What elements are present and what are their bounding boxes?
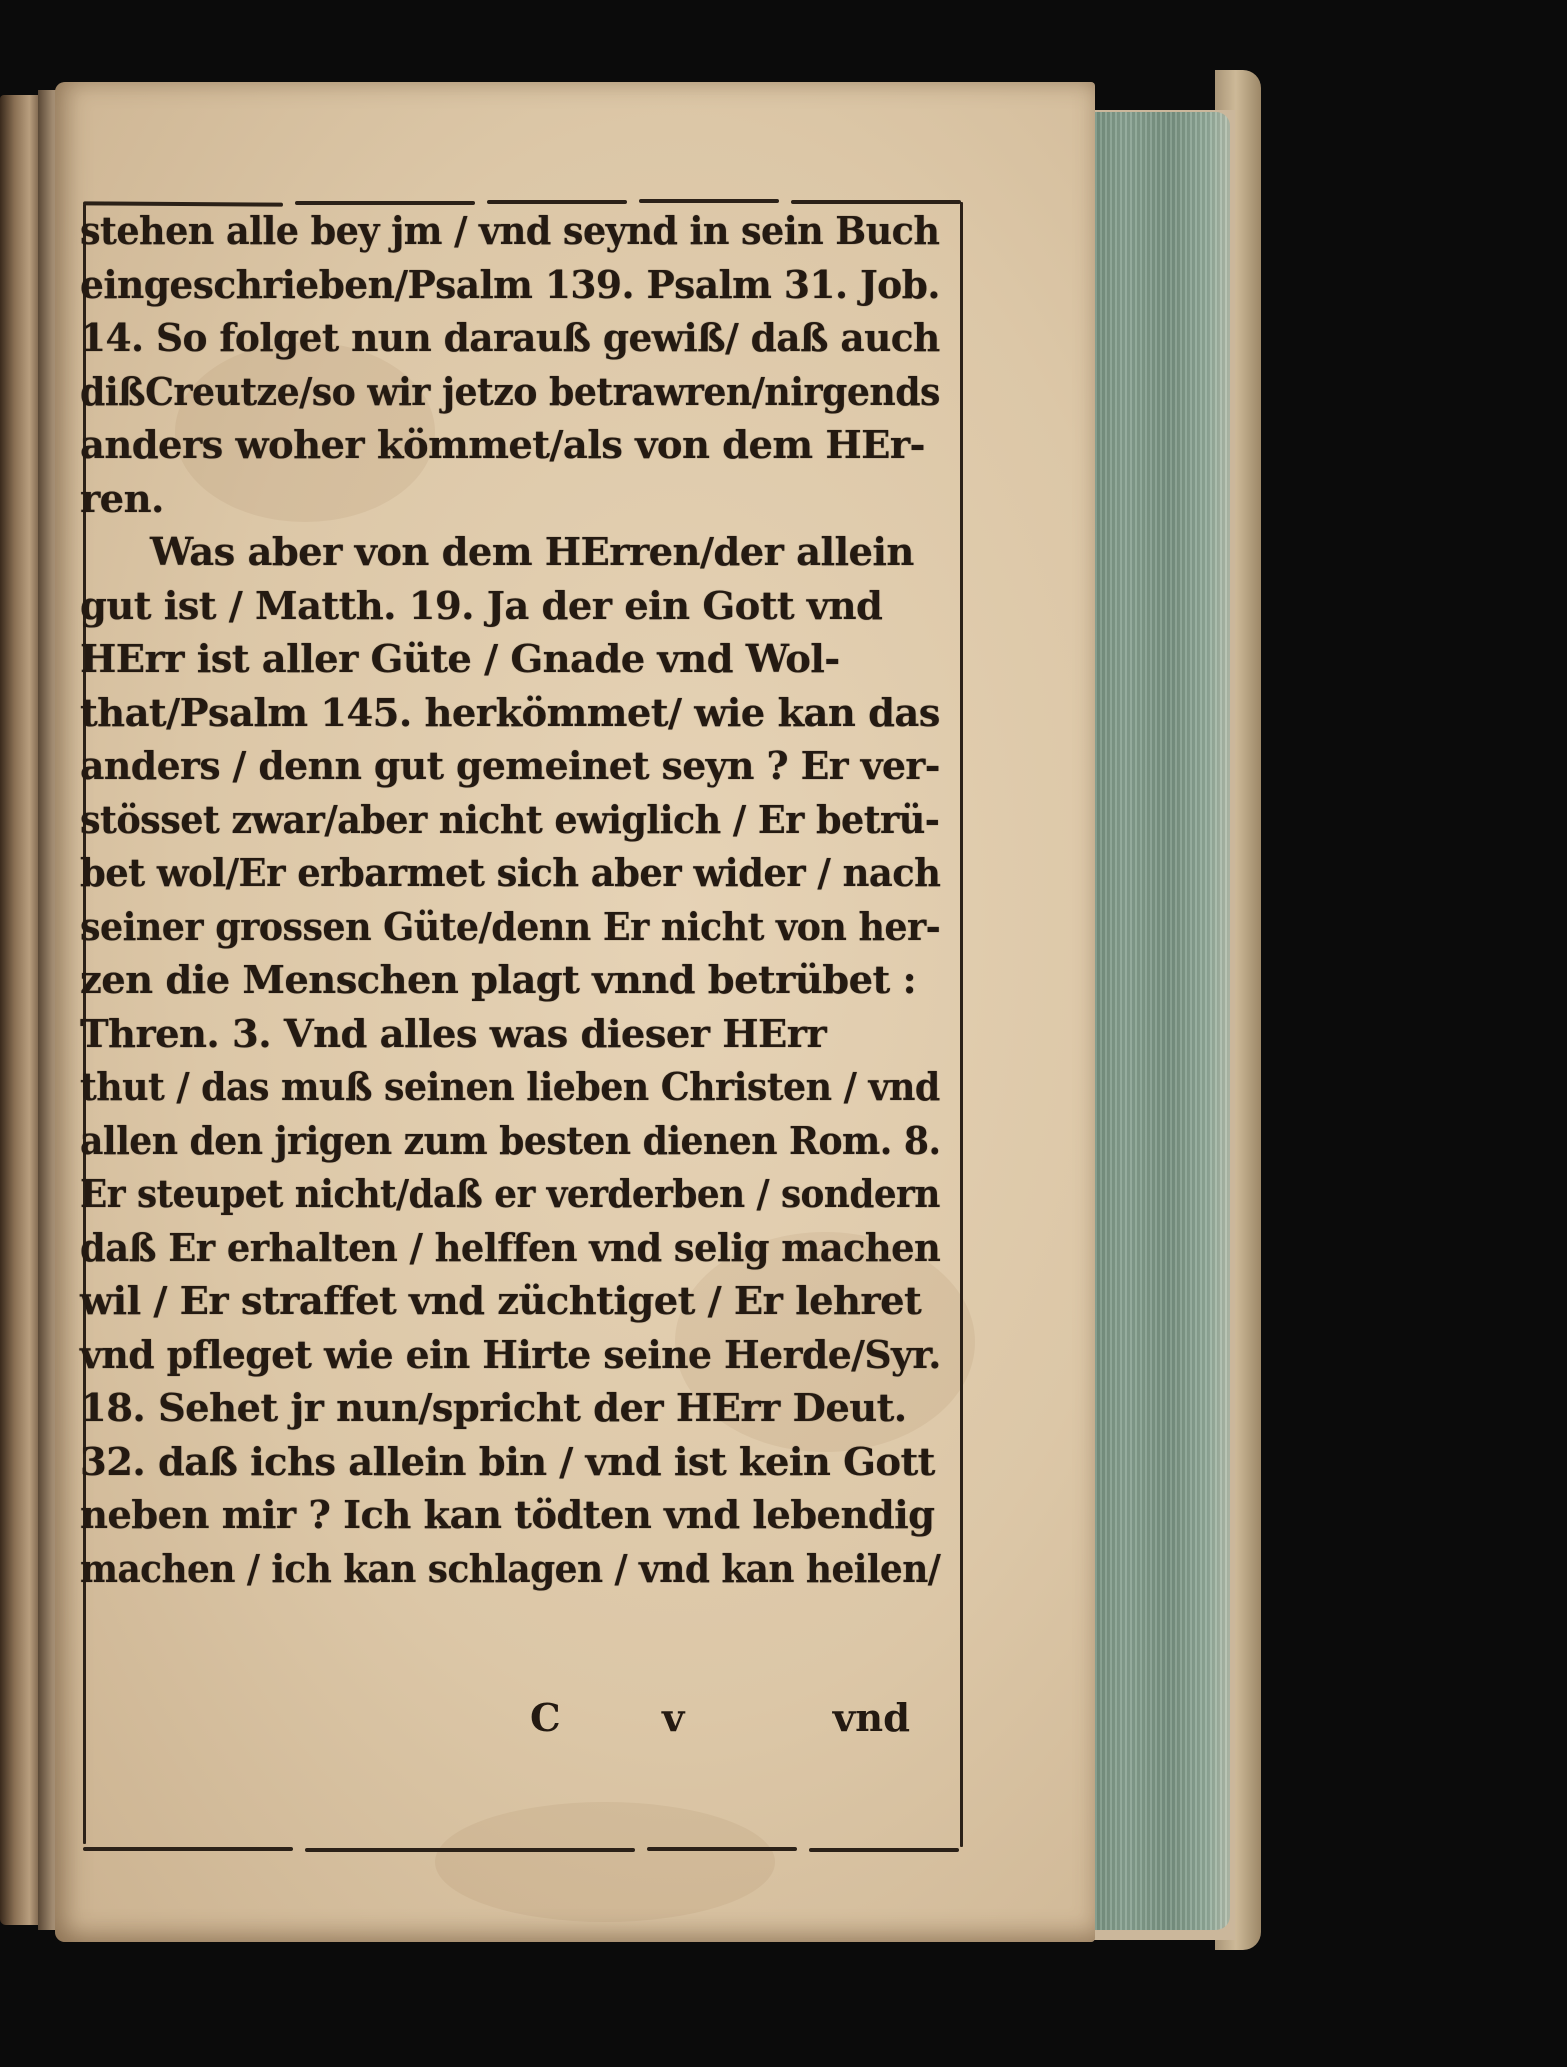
text-line: thut / das muß seinen lieben Christen / vnd [80, 1065, 940, 1110]
bottom-rule-segment [305, 1848, 635, 1852]
text-line: bet wol/Er erbarmet sich aber wider / nach [80, 851, 941, 896]
bottom-rule-segment [83, 1847, 293, 1851]
signature-mark: C v [530, 1696, 729, 1741]
text-line: stehen alle bey jm / vnd seynd in sein Buch [80, 209, 940, 254]
page-footer [80, 1692, 910, 1746]
paper-stain [435, 1802, 775, 1922]
text-line: 18. Sehet jr nun/spricht der HErr Deut. [80, 1386, 907, 1431]
text-line: seiner grossen Güte/denn Er nicht von her- [80, 904, 941, 950]
top-rule-segment [791, 200, 961, 204]
left-page-edge [0, 95, 42, 1925]
text-line: allen den jrigen zum besten dienen Rom. 8. [80, 1118, 941, 1164]
bottom-rule-segment [809, 1848, 959, 1852]
text-line: dißCreutze/so wir jetzo betrawren/nirgends [80, 369, 940, 415]
text-line: zen die Menschen plagt vnnd betrübet : [80, 958, 917, 1003]
text-line: machen / ich kan schlagen / vnd kan heilen/ [80, 1546, 941, 1592]
text-line: Was aber von dem HErren/der allein [150, 530, 914, 575]
text-line: 32. daß ichs allein bin / vnd ist kein Gott [80, 1439, 935, 1485]
top-rule-segment [639, 199, 779, 203]
top-rule-segment [487, 200, 627, 204]
body-text [80, 205, 940, 1596]
text-line: wil / Er straffet vnd züchtiget / Er lehret [80, 1279, 922, 1324]
text-line: daß Er erhalten / helffen vnd selig machen [80, 1225, 941, 1271]
text-line: Er steupet nicht/daß er verderben / sondern [80, 1172, 940, 1217]
right-column-rule [960, 202, 963, 1847]
text-line: neben mir ? Ich kan tödten vnd lebendig [80, 1493, 935, 1538]
text-line: stösset zwar/aber nicht ewiglich / Er betrü- [80, 797, 940, 843]
text-line: 14. So folget nun darauß gewiß/ daß auch [80, 316, 940, 361]
catchword: vnd [832, 1696, 910, 1741]
text-line: anders woher kömmet/als von dem HEr- [80, 423, 925, 468]
text-line: anders / denn gut gemeinet seyn ? Er ver- [80, 744, 940, 789]
text-line: gut ist / Matth. 19. Ja der ein Gott vnd [80, 583, 883, 629]
text-line: that/Psalm 145. herkömmet/ wie kan das [80, 690, 940, 736]
text-line: HErr ist aller Güte / Gnade vnd Wol- [80, 637, 840, 682]
bottom-rule-segment [647, 1847, 797, 1851]
green-fore-edge [1080, 112, 1230, 1930]
text-line: eingeschrieben/Psalm 139. Psalm 31. Job. [80, 262, 940, 308]
text-line: ren. [80, 476, 164, 522]
text-line: vnd pfleget wie ein Hirte seine Herde/Syr. [80, 1332, 941, 1378]
text-line: Thren. 3. Vnd alles was dieser HErr [80, 1011, 827, 1057]
